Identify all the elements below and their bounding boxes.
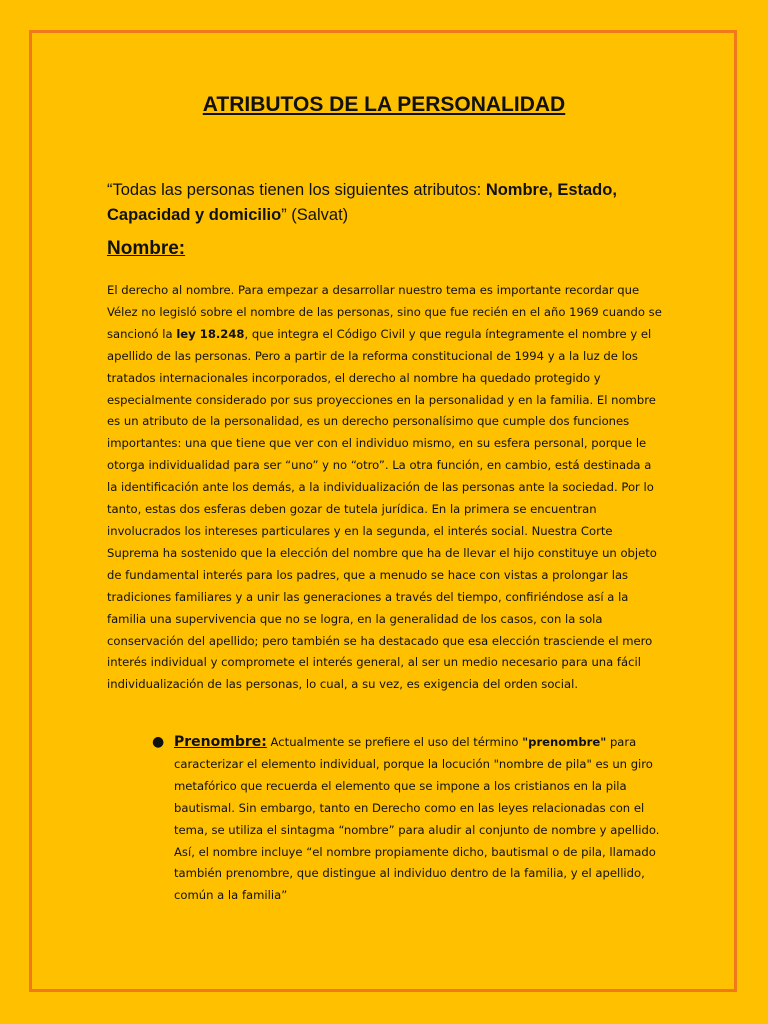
quote-bold-attributes: Nombre, Estado, Capacidad y domicilio	[107, 181, 617, 224]
bullet-icon: ●	[152, 734, 165, 750]
bullet-text-part1: Actualmente se prefiere el uso del término	[266, 735, 523, 749]
page-title: ATRIBUTOS DE LA PERSONALIDAD	[202, 93, 566, 116]
bullet-label: Prenombre:	[174, 734, 267, 750]
bullet-term: "prenombre"	[522, 735, 607, 749]
law-reference: ley 18.248	[176, 326, 245, 341]
paragraph-part2: , que integra el Código Civil y que regula íntegramente el nombre y el apellido de las personas. Pero a partir de la reforma constitucional de 1994 y a la luz de los tratados internacionales incorporados, el derecho al nombre ha quedado protegido y especialmente considerado por sus proyecciones en la personalidad y en la familia. El nombre es un atributo de la personalidad, es un derecho personalísimo que cumple dos funciones importantes: una que tiene que ver con el individuo mismo, en su esfera personal, porque le otorga individualidad para ser “uno” y no “otro”. La otra función, en cambio, está destinada a la identificación ante los demás, a la individualización de las personas ante la sociedad. Por lo tanto, estas dos esferas deben gozar de tutela jurídica. En la primera se encuentran involucrados los intereses particulares y en la segunda, el interés social. Nuestra Corte Suprema ha sostenido que la elección del nombre que ha de llevar el hijo constituye un objeto de fundamental interés para los padres, que a menudo se hace con vistas a prolongar las tradiciones familiares y a unir las generaciones a través del tiempo, confiriéndose así a la familia una supervivencia que no se logra, en la generalidad de los casos, con la sola conservación del apellido; pero también se ha destacado que esa elección trasciende el mero interés individual y compromete el interés general, al ser un medio necesario para una fácil individualización de las personas, lo cual, a su vez, es exigencia del orden social.	[107, 326, 657, 692]
opening-quote	[107, 178, 667, 228]
nombre-paragraph	[107, 280, 663, 696]
paragraph-part1: El derecho al nombre. Para empezar a desarrollar nuestro tema es importante recordar que Vélez no legisló sobre el nombre de las personas, sino que fue recién en el año 1969 cuando se sancionó la	[107, 283, 662, 341]
bullet-text	[174, 732, 664, 907]
quote-open: “Todas las personas tienen los siguientes atributos:	[107, 181, 486, 199]
section-heading-nombre: Nombre:	[107, 238, 186, 259]
bullet-text-part2: para caracterizar el elemento individual, porque la locución "nombre de pila" es un giro metafórico que recuerda el elemento que se impone a los cristianos en la pila bautismal. Sin embargo, tanto en Derecho como en las leyes relacionadas con el tema, se utiliza el sintagma “nombre” para aludir al conjunto de nombre y apellido. Así, el nombre incluye “el nombre propiamente dicho, bautismal o de pila, llamado también prenombre, que distingue al individuo dentro de la familia, y el apellido, común a la familia”	[174, 735, 660, 903]
quote-close: ” (Salvat)	[281, 206, 349, 224]
